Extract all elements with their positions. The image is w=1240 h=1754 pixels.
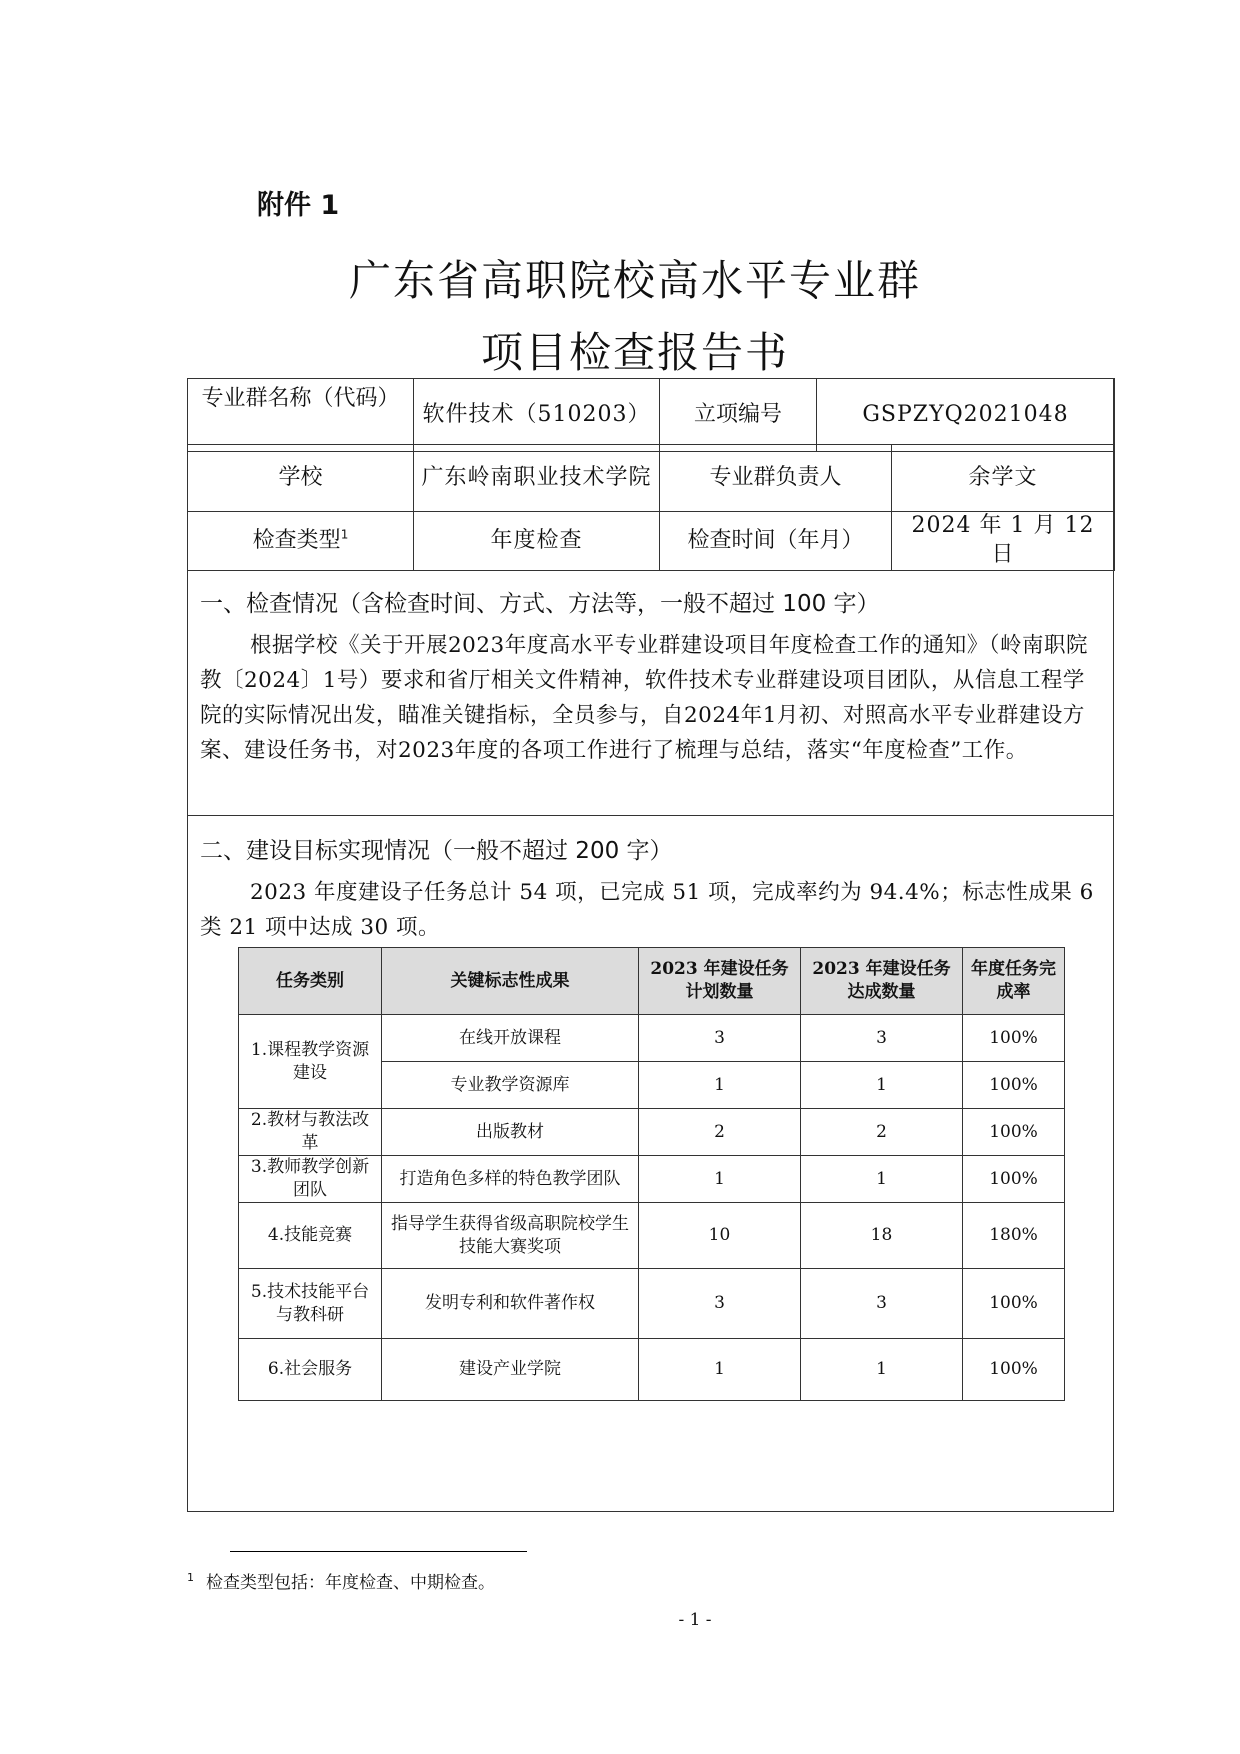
cell-rate: 100%: [963, 1269, 1065, 1339]
section1-heading: 一、检查情况（含检查时间、方式、方法等，一般不超过 100 字）: [200, 591, 880, 617]
footnote-text: 检查类型包括：年度检查、中期检查。: [206, 1573, 495, 1593]
cell-result: 指导学生获得省级高职院校学生技能大赛奖项: [382, 1203, 639, 1269]
section-goals: [200, 832, 1100, 945]
cell-category: 4.技能竞赛: [239, 1203, 382, 1269]
table-row: [239, 1156, 1065, 1203]
cell-result: 专业教学资源库: [382, 1062, 639, 1109]
cell-achieved: 2: [801, 1109, 963, 1156]
attachment-label: 附件 1: [257, 190, 340, 221]
table-row: [239, 1339, 1065, 1401]
footnote: [187, 1568, 495, 1593]
cell-rate: 100%: [963, 1156, 1065, 1203]
col-header-rate: 年度任务完成率: [963, 948, 1065, 1015]
leader-value: 余学文: [892, 445, 1115, 512]
footnote-rule: [230, 1551, 527, 1552]
cell-rate: 100%: [963, 1109, 1065, 1156]
info-row-school: [188, 445, 1115, 512]
check-type-label-text: 检查类型: [252, 527, 341, 553]
project-no-value: GSPZYQ2021048: [817, 379, 1115, 452]
check-type-label: [188, 512, 414, 571]
document-title-line2: 项目检查报告书: [480, 328, 789, 377]
school-label: 学校: [188, 445, 414, 512]
section2-body: 2023 年度建设子任务总计 54 项，已完成 51 项，完成率约为 94.4%；标志性成果 6 类 21 项中达成 30 项。: [200, 880, 1094, 940]
col-header-planned: 2023 年建设任务计划数量: [639, 948, 801, 1015]
check-time-label: 检查时间（年月）: [660, 512, 892, 571]
info-row-group: [188, 379, 1115, 452]
table-row: [239, 1109, 1065, 1156]
task-table: [238, 947, 1065, 1401]
cell-planned: 2: [639, 1109, 801, 1156]
table-row: [239, 1015, 1065, 1062]
col-header-result: 关键标志性成果: [382, 948, 639, 1015]
leader-label: 专业群负责人: [660, 445, 892, 512]
cell-result: 出版教材: [382, 1109, 639, 1156]
col-header-achieved: 2023 年建设任务达成数量: [801, 948, 963, 1015]
cell-result: 建设产业学院: [382, 1339, 639, 1401]
cell-planned: 3: [639, 1269, 801, 1339]
col-header-category: 任务类别: [239, 948, 382, 1015]
cell-achieved: 1: [801, 1339, 963, 1401]
info-table: [187, 378, 1115, 452]
cell-rate: 100%: [963, 1015, 1065, 1062]
cell-achieved: 1: [801, 1156, 963, 1203]
section1-body: 根据学校《关于开展2023年度高水平专业群建设项目年度检查工作的通知》（岭南职院教〔2024〕1号）要求和省厅相关文件精神，软件技术专业群建设项目团队，从信息工程学院的实际情况出发，瞄准关键指标，全员参与，自2024年1月初、对照高水平专业群建设方案、建设任务书，对2023年度的各项工作进行了梳理与总结，落实“年度检查”工作。: [200, 633, 1088, 763]
project-no-label: 立项编号: [660, 379, 817, 452]
cell-category: 5.技术技能平台与教科研: [239, 1269, 382, 1339]
check-time-value: 2024 年 1 月 12 日: [892, 512, 1115, 571]
section-divider: [187, 815, 1114, 816]
cell-category: 1.课程教学资源建设: [239, 1015, 382, 1109]
cell-planned: 10: [639, 1203, 801, 1269]
cell-category: 3.教师教学创新团队: [239, 1156, 382, 1203]
cell-category: 6.社会服务: [239, 1339, 382, 1401]
info-table-2: [187, 444, 1115, 571]
cell-rate: 100%: [963, 1062, 1065, 1109]
cell-result: 在线开放课程: [382, 1015, 639, 1062]
cell-planned: 1: [639, 1339, 801, 1401]
school-value: 广东岭南职业技术学院: [414, 445, 660, 512]
cell-achieved: 1: [801, 1062, 963, 1109]
table-row: [239, 1203, 1065, 1269]
cell-rate: 180%: [963, 1203, 1065, 1269]
group-name-value: 软件技术（510203）: [414, 379, 660, 452]
page-number: - 1 -: [678, 1610, 712, 1630]
check-type-value: 年度检查: [414, 512, 660, 571]
cell-achieved: 18: [801, 1203, 963, 1269]
cell-result: 打造角色多样的特色教学团队: [382, 1156, 639, 1203]
task-table-header: [239, 948, 1065, 1015]
cell-result: 发明专利和软件著作权: [382, 1269, 639, 1339]
section2-heading: 二、建设目标实现情况（一般不超过 200 字）: [200, 838, 673, 864]
document-title-line1: 广东省高职院校高水平专业群: [348, 256, 921, 305]
cell-achieved: 3: [801, 1015, 963, 1062]
cell-planned: 1: [639, 1062, 801, 1109]
cell-achieved: 3: [801, 1269, 963, 1339]
footnote-ref: 1: [340, 527, 349, 542]
info-row-check: [188, 512, 1115, 571]
cell-planned: 3: [639, 1015, 801, 1062]
footnote-mark: 1: [187, 1571, 194, 1585]
cell-category: 2.教材与教法改革: [239, 1109, 382, 1156]
cell-rate: 100%: [963, 1339, 1065, 1401]
table-row: [239, 1269, 1065, 1339]
cell-planned: 1: [639, 1156, 801, 1203]
group-name-label: 专业群名称（代码）: [188, 379, 414, 452]
section-inspection: [200, 585, 1100, 768]
